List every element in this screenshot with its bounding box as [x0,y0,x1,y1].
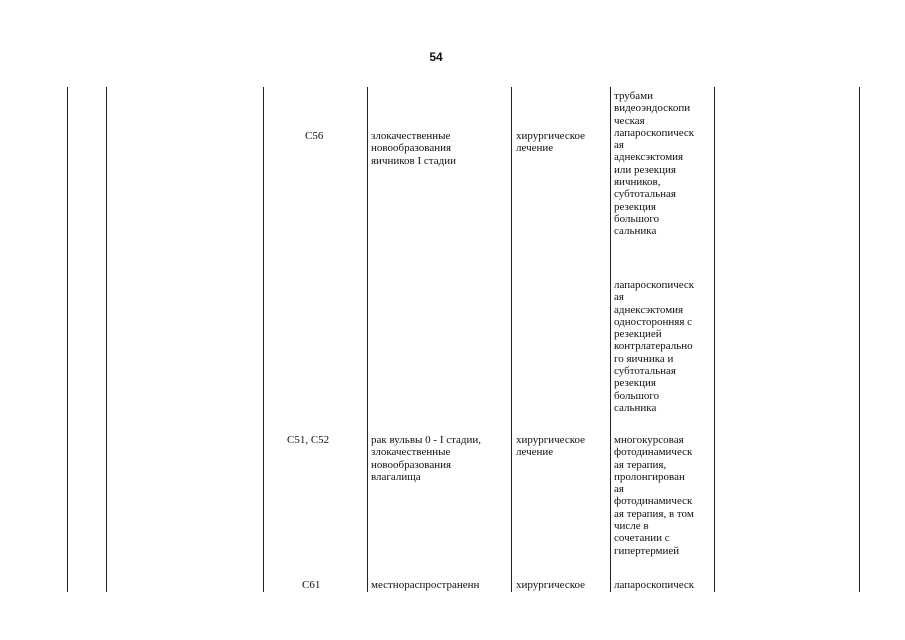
treatment-type: хирургическое лечение [516,130,586,155]
treatment-method: лапароскопическ ая аднексэктомия односторонняя с резекцией контрлатерально го яичника и субтотальная резекция большого сальника [614,279,695,414]
treatment-type: хирургическое лечение [516,434,586,459]
icd-code: C51, C52 [287,434,330,446]
table-rule [610,87,611,592]
diagnosis: рак вульвы 0 - I стадии, злокачественные новообразования влагалища [371,434,482,483]
table-rule [67,87,68,592]
treatment-method: трубами видеоэндоскопи ческая лапароскопическ ая аднексэктомия или резекция яичников, субтотальная резекция большого сальника [614,90,695,238]
icd-code: C56 [305,130,324,142]
page-number: 54 [429,50,443,64]
table-rule [367,87,368,592]
treatment-method: многокурсовая фотодинамическ ая терапия, пролонгирован ая фотодинамическ ая терапия, в том числе в сочетании с гипертермией [614,434,694,557]
treatment-method: лапароскопическ [614,579,695,591]
table-rule [714,87,715,592]
table-rule [106,87,107,592]
treatment-type: хирургическое [516,579,586,591]
table-rule [511,87,512,592]
table-rule [859,87,860,592]
table-rule [263,87,264,592]
diagnosis: злокачественные новообразования яичников I стадии [371,130,456,167]
diagnosis: местнораспространенн [371,579,480,591]
icd-code: C61 [302,579,321,591]
